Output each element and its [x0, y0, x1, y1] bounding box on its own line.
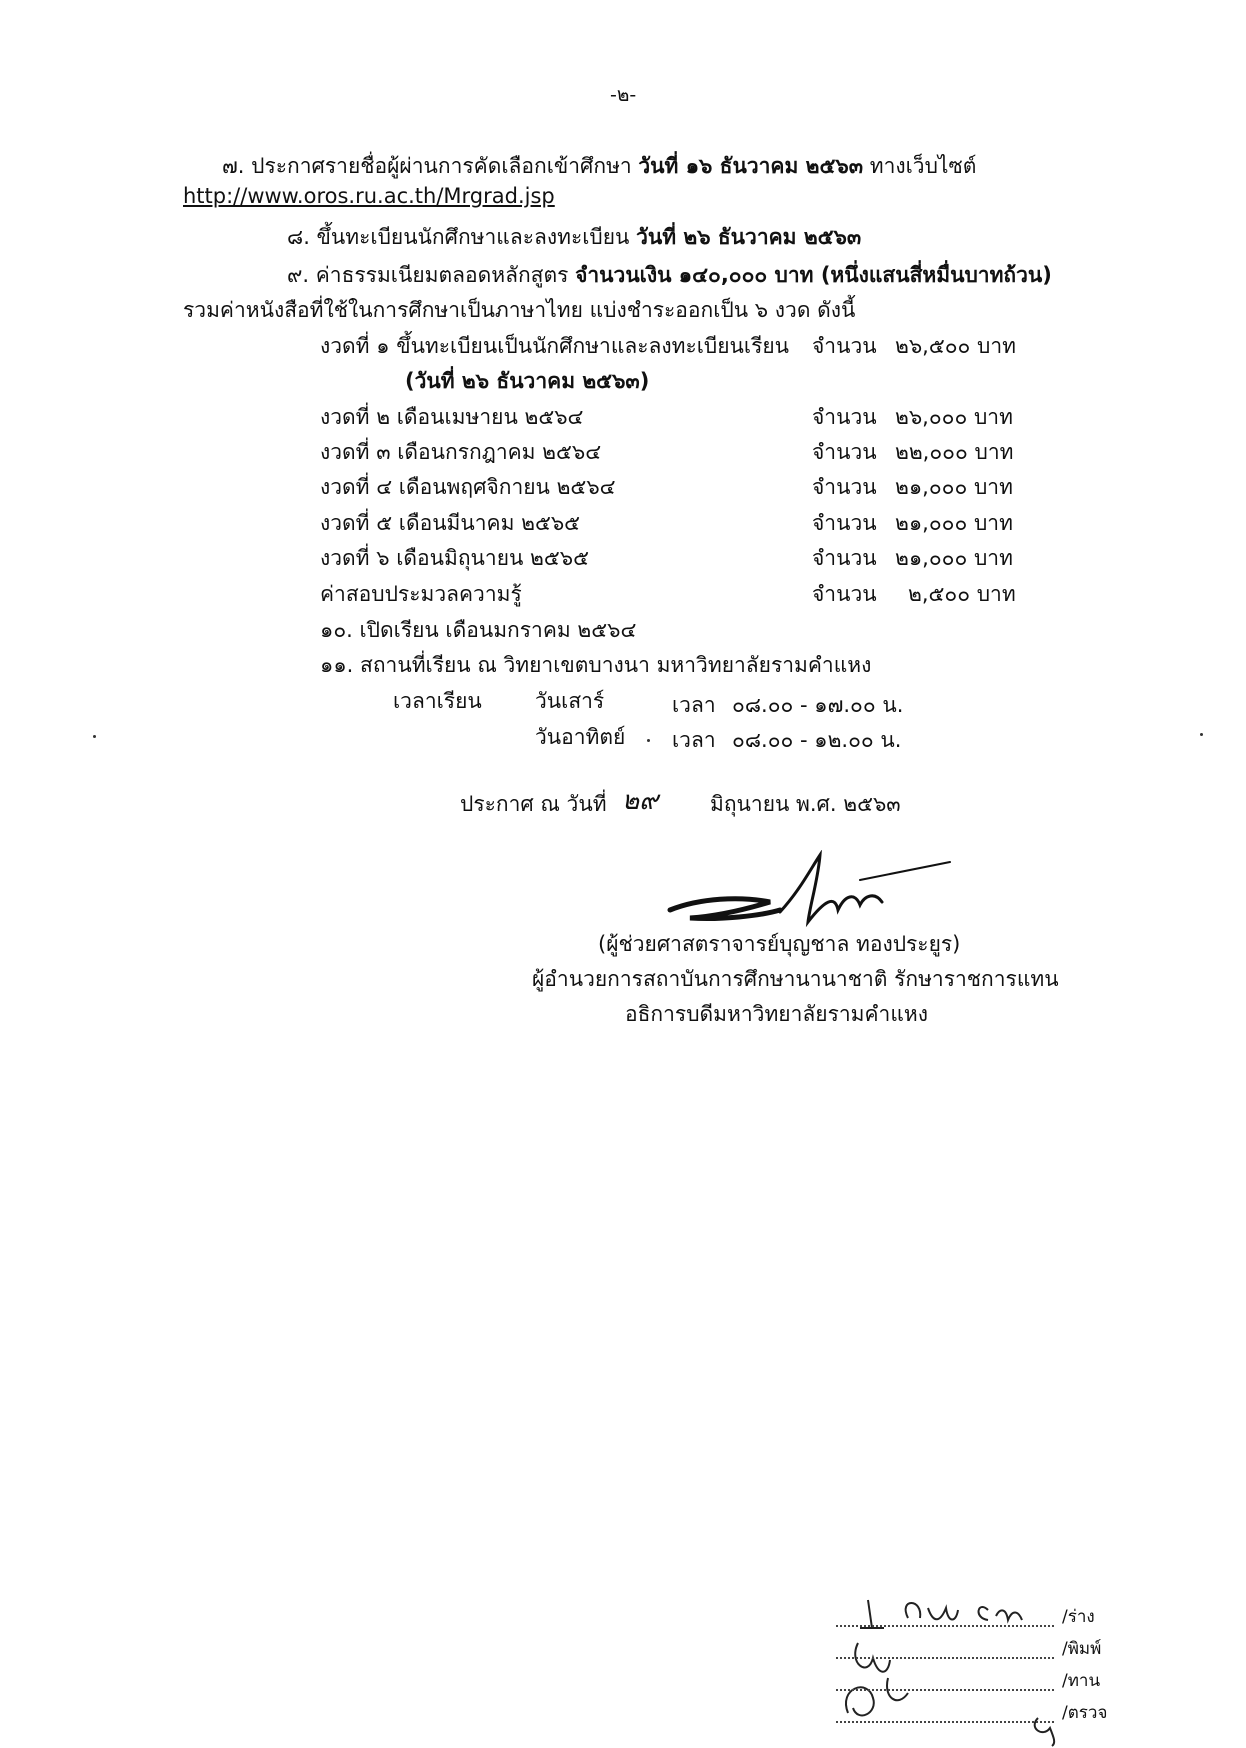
item-8-text: ๘. ขึ้นทะเบียนนักศึกษาและลงทะเบียน [287, 225, 637, 249]
routing-label-print: /พิมพ์ [1062, 1639, 1102, 1659]
stray-dot [647, 739, 650, 742]
item-8 [287, 221, 861, 254]
exam-fee-label: ค่าสอบประมวลความรู้ [320, 582, 522, 606]
installment-3-amount: ๒๒,๐๐๐ บาท [895, 440, 1014, 464]
installment-4-label: งวดที่ ๔ เดือนพฤศจิกายน ๒๕๖๔ [320, 475, 616, 499]
routing-label-draft: /ร่าง [1062, 1607, 1095, 1627]
item-9-line2: รวมค่าหนังสือที่ใช้ในการศึกษาเป็นภาษาไทย แบ่งชำระออกเป็น ๖ งวด ดังนี้ [183, 298, 856, 322]
schedule-day-sat: วันเสาร์ [535, 689, 605, 713]
announce-prefix: ประกาศ ณ วันที่ [460, 792, 607, 816]
installment-1-label: งวดที่ ๑ ขึ้นทะเบียนเป็นนักศึกษาและลงทะเบียนเรียน [320, 334, 790, 358]
installment-5-label: งวดที่ ๕ เดือนมีนาคม ๒๕๖๕ [320, 511, 581, 535]
routing-line-3 [836, 1689, 1054, 1691]
announce-month-year: มิถุนายน พ.ศ. ๒๕๖๓ [710, 792, 901, 816]
item-10: ๑๐. เปิดเรียน เดือนมกราคม ๒๕๖๔ [320, 618, 637, 642]
exam-fee-amount-label: จำนวน [812, 582, 877, 606]
item-7-date: วันที่ ๑๖ ธันวาคม ๒๕๖๓ [638, 154, 864, 178]
installment-1-amount: ๒๖,๕๐๐ บาท [895, 334, 1017, 358]
signatory-name: (ผู้ช่วยศาสตราจารย์บุญชาล ทองประยูร) [598, 932, 961, 956]
installment-6-label: งวดที่ ๖ เดือนมิถุนายน ๒๕๖๕ [320, 546, 589, 570]
item-7-text: ๗. ประกาศรายชื่อผู้ผ่านการคัดเลือกเข้าศึกษา [222, 154, 639, 178]
routing-label-check: /ตรวจ [1062, 1703, 1108, 1723]
installment-5-amount: ๒๑,๐๐๐ บาท [895, 511, 1013, 535]
installment-6-amount: ๒๑,๐๐๐ บาท [895, 546, 1013, 570]
item-8-date: วันที่ ๒๖ ธันวาคม ๒๕๖๓ [636, 225, 862, 249]
item-9 [287, 259, 1052, 292]
routing-label-proof: /ทาน [1062, 1671, 1101, 1691]
item-11: ๑๑. สถานที่เรียน ณ วิทยาเขตบางนา มหาวิทยาลัยรามคำแหง [320, 653, 872, 677]
installment-1-amount-label: จำนวน [812, 334, 877, 358]
item-7 [222, 150, 976, 183]
website-link[interactable]: http://www.oros.ru.ac.th/Mrgrad.jsp [183, 184, 555, 208]
scan-dot-right [1200, 733, 1203, 736]
page-number: -๒- [610, 84, 637, 106]
installment-2-amount: ๒๖,๐๐๐ บาท [895, 405, 1013, 429]
routing-handwriting [828, 1588, 1058, 1748]
item-7-suffix: ทางเว็บไซต์ [863, 154, 977, 178]
installment-2-label: งวดที่ ๒ เดือนเมษายน ๒๕๖๔ [320, 405, 584, 429]
schedule-time-sat: ๐๘.๐๐ - ๑๗.๐๐ น. [732, 693, 904, 717]
installment-5-amount-label: จำนวน [812, 511, 877, 535]
schedule-day-sun: วันอาทิตย์ [535, 725, 626, 749]
schedule-label: เวลาเรียน [393, 689, 482, 713]
installment-4-amount: ๒๑,๐๐๐ บาท [895, 475, 1013, 499]
announce-day-handwritten: ๒๙ [622, 786, 659, 816]
scan-dot-left [93, 735, 96, 738]
schedule-time-label-sun: เวลา [672, 728, 716, 752]
routing-line-1 [836, 1625, 1054, 1627]
item-9-text: ๙. ค่าธรรมเนียมตลอดหลักสูตร [287, 263, 576, 287]
installment-4-amount-label: จำนวน [812, 475, 877, 499]
routing-line-2 [836, 1657, 1054, 1659]
installment-3-label: งวดที่ ๓ เดือนกรกฎาคม ๒๕๖๔ [320, 440, 602, 464]
signature-mark [660, 850, 960, 940]
installment-6-amount-label: จำนวน [812, 546, 877, 570]
signatory-title-2: อธิการบดีมหาวิทยาลัยรามคำแหง [625, 1002, 928, 1026]
signatory-title-1: ผู้อำนวยการสถาบันการศึกษานานาชาติ รักษาราชการแทน [532, 967, 1059, 991]
installment-1-note: (วันที่ ๒๖ ธันวาคม ๒๕๖๓) [405, 369, 650, 393]
schedule-time-sun: ๐๘.๐๐ - ๑๒.๐๐ น. [732, 728, 902, 752]
exam-fee-amount: ๒,๕๐๐ บาท [908, 582, 1016, 606]
installment-3-amount-label: จำนวน [812, 440, 877, 464]
routing-line-4 [836, 1721, 1054, 1723]
item-9-amount: จำนวนเงิน ๑๔๐,๐๐๐ บาท (หนึ่งแสนสี่หมื่นบาทถ้วน) [575, 263, 1052, 287]
schedule-time-label-sat: เวลา [672, 693, 716, 717]
installment-2-amount-label: จำนวน [812, 405, 877, 429]
